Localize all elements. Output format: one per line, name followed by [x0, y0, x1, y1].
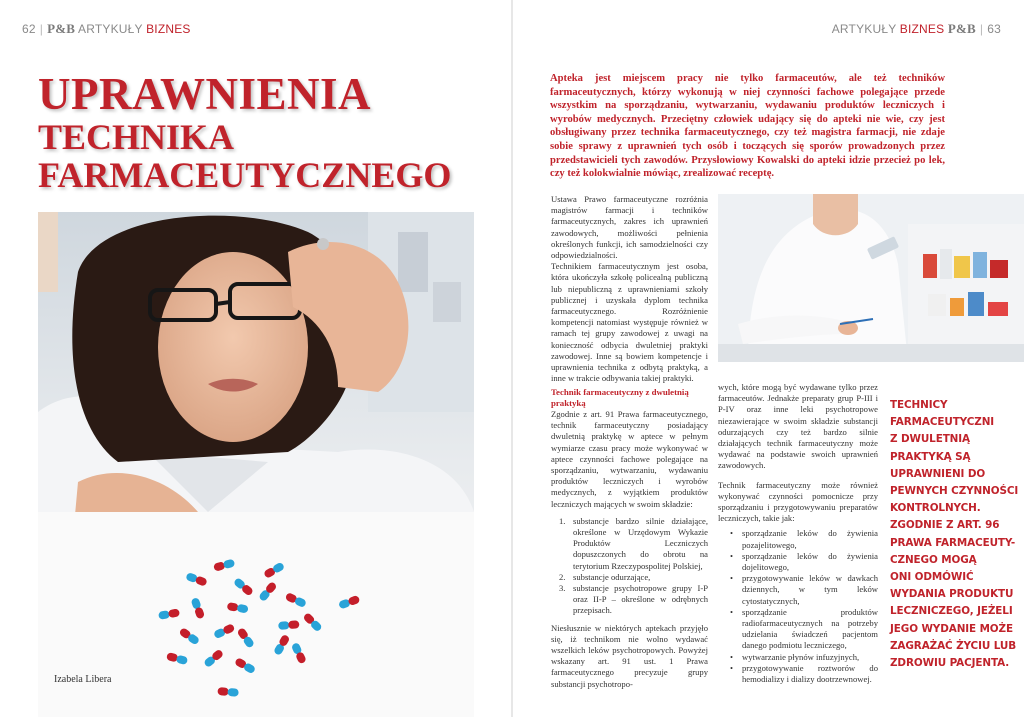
list-text: substancje psychotropowe grupy I-P oraz II-P – określone w odrębnych przepisach. — [573, 583, 708, 616]
bullet-icon: • — [730, 662, 734, 673]
body-column-b — [551, 387, 708, 690]
main-photo-illustration — [38, 212, 474, 717]
section-accent-left: BIZNES — [146, 22, 191, 36]
pull-quote-line: CZNEGO MOGĄ — [890, 553, 977, 566]
list-item — [726, 652, 878, 663]
body-column-c — [718, 382, 878, 685]
list-item — [726, 607, 878, 652]
bullet-icon: • — [730, 651, 734, 662]
pull-quote-line: ZGODNIE Z ART. 96 — [890, 519, 1000, 532]
section-left: ARTYKUŁY — [78, 22, 143, 36]
article-headline — [38, 69, 452, 195]
paragraph: Niesłusznie w niektórych aptekach przyjęło się, iż technikom nie wolno wydawać wszelkich leków psychotropowych. Powyżej wskazany art. 91 ust. 1 Prawa farmaceutycznego precyzuje grupy substancji psychotropo- — [551, 622, 708, 689]
brand-right: P&B — [947, 21, 976, 36]
list-item — [726, 663, 878, 685]
bullet-icon: • — [730, 550, 734, 561]
headline-line-1: UPRAWNIENIA — [38, 69, 372, 119]
list-item — [726, 528, 878, 550]
pull-quote-line: ZAGRAŻAĆ ŻYCIU LUB — [890, 639, 1017, 652]
headline-line-2: TECHNIKA — [38, 117, 235, 157]
pull-quote-line: Z DWULETNIĄ — [890, 433, 970, 446]
list-text: sporządzanie leków do żywienia pozajelitowego, — [742, 528, 878, 550]
list-text: wytwarzanie płynów infuzyjnych, — [742, 651, 860, 662]
list-item — [559, 572, 708, 583]
section-accent-right: BIZNES — [899, 22, 945, 36]
list-text: przygotowywanie leków w dawkach dziennych, w tym leków cytostatycznych, — [742, 573, 878, 606]
pull-quote-line: KONTROLNYCH. — [890, 502, 981, 515]
header-separator-right: | — [979, 22, 984, 36]
paragraph: Technikiem farmaceutycznym jest osoba, która ukończyła szkołę policealną publiczną lub niepubliczną z uprawnieniami szkoły publicznej i uzyskała dyplom technika farmaceutycznego. Rozróżnienie kompetencji natomiast występuje również w ramach tej grupy zawodowej z uwagi na konieczność odbycia dwuletniej praktyki zawodowej. Inne są bowiem kompetencje i uprawnienia technika z odbytą praktyką, a inne w trakcie odbywania takiej praktyki. — [551, 261, 708, 384]
list-text: sporządzanie produktów radiofarmaceutycznych na potrzeby udzielania świadczeń pacjentom danego podmiotu leczniczego, — [742, 606, 878, 651]
paragraph: Ustawa Prawo farmaceutyczne rozróżnia magistrów farmacji i techników farmaceutycznych, zakres ich uprawnień zawodowych, możliwości pełnienia określonych funkcji, ich samodzielności czy odpowiedzialności. — [551, 194, 708, 261]
paragraph: wych, które mogą być wydawane tylko przez farmaceutów. Jednakże preparaty grup P-III i P-IV oraz inne leki psychotropowe niezawierające w swoim składzie substancji odurzających czy też bardzo silnie działających technik farmaceutyczny może wydawać na podstawie swoich uprawnień zawodowych. — [718, 382, 878, 471]
header-separator-left: | — [39, 22, 44, 36]
pull-quote-line: WYDANIA PRODUKTU — [890, 588, 1014, 601]
pharmacist-photo-illustration — [718, 194, 1024, 362]
body-column-a — [551, 194, 708, 384]
pull-quote-line: PEWNYCH CZYNNOŚCI — [890, 485, 1019, 498]
headline-line-3: FARMACEUTYCZNEGO — [38, 155, 452, 195]
list-text: substancje odurzające, — [573, 571, 651, 582]
bullet-icon: • — [730, 528, 734, 539]
paragraph: Zgodnie z art. 91 Prawa farmaceutycznego, technik farmaceutyczny posiadający dwuletnią praktykę w aptece w pełnym wymiarze czasu pracy może wykonywać w aptece czynności fachowe polegające na sporządzaniu, wytwarzaniu, wydawaniu produktów leczniczych i wyrobów medycznych, z wyjątkiem produktów leczniczych mających w swoim składzie: — [551, 409, 708, 509]
list-text: przygotowywanie roztworów do hemodializy i dializy dootrzewnowej. — [742, 662, 878, 685]
page-number-left: 62 — [22, 22, 36, 36]
main-photo — [38, 212, 474, 717]
pull-quote-line: UPRAWNIENI DO — [890, 467, 986, 480]
bullet-list — [726, 528, 878, 685]
list-text: sporządzanie leków do żywienia dojelitowego, — [742, 550, 878, 573]
pull-quote — [890, 397, 1018, 672]
section-subhead: Technik farmaceutyczny z dwuletnią praktyką — [551, 387, 689, 408]
pull-quote-line: PRAKTYKĄ SĄ — [890, 450, 971, 463]
list-item — [559, 516, 708, 572]
list-number: 3. — [559, 583, 566, 594]
brand-left: P&B — [47, 21, 76, 36]
numbered-list — [559, 516, 708, 617]
photo-credit: Izabela Libera — [54, 674, 112, 685]
pull-quote-line: TECHNICY — [890, 399, 948, 411]
list-number: 1. — [559, 515, 566, 526]
page-number-right: 63 — [987, 22, 1001, 36]
list-item — [726, 551, 878, 573]
page-gutter — [511, 0, 513, 717]
paragraph-gap — [718, 472, 878, 480]
bullet-icon: • — [730, 573, 734, 584]
list-text: substancje bardzo silnie działające, określone w Urzędowym Wykazie Produktów Leczniczych dopuszczonych do obrotu na terytorium Rzeczypospolitej Polskiej, — [573, 515, 708, 571]
pull-quote-line: PRAWA FARMACEUTY- — [890, 536, 1016, 549]
pull-quote-line: LECZNICZEGO, JEŻELI — [890, 605, 1013, 618]
bullet-icon: • — [730, 606, 734, 617]
pull-quote-line: FARMACEUTYCZNI — [890, 416, 995, 429]
running-header-left — [22, 21, 191, 37]
section-right: ARTYKUŁY — [831, 22, 897, 36]
pull-quote-line: ONI ODMÓWIĆ — [890, 571, 974, 584]
pull-quote-line: ZDROWIU PACJENTA. — [890, 657, 1010, 670]
pharmacist-photo — [718, 194, 1024, 362]
list-item — [726, 573, 878, 607]
lead-paragraph: Apteka jest miejscem pracy nie tylko farmaceutów, ale też techników farmaceutycznych, którzy wykonują w niej czynności fachowe polegające przede wszystkim na sporządzaniu, wytwarzaniu, wydawaniu produktów leczniczych i wyrobów medycznych. Przeciętny człowiek udający się do apteki nie wie, czy jest obsługiwany przez technika farmaceutycznego, czy też magistra farmacji, nie zdaje sobie sprawy z uprawnień tych osób i toczących się sporów prowadzonych przez przedstawicieli tych zawodów. Przysłowiowy Kowalski do apteki idzie przecież po lek, czy też kolokwialnie mówiąc, zrealizować receptę. — [550, 73, 945, 180]
list-number: 2. — [559, 571, 566, 582]
running-header-right — [832, 21, 1001, 37]
pull-quote-line: JEGO WYDANIE MOŻE — [890, 622, 1013, 635]
list-item — [559, 583, 708, 617]
paragraph: Technik farmaceutyczny może również wykonywać czynności pomocnicze przy sporządzaniu i przygotowywaniu preparatów leczniczych, takie jak: — [718, 479, 878, 524]
